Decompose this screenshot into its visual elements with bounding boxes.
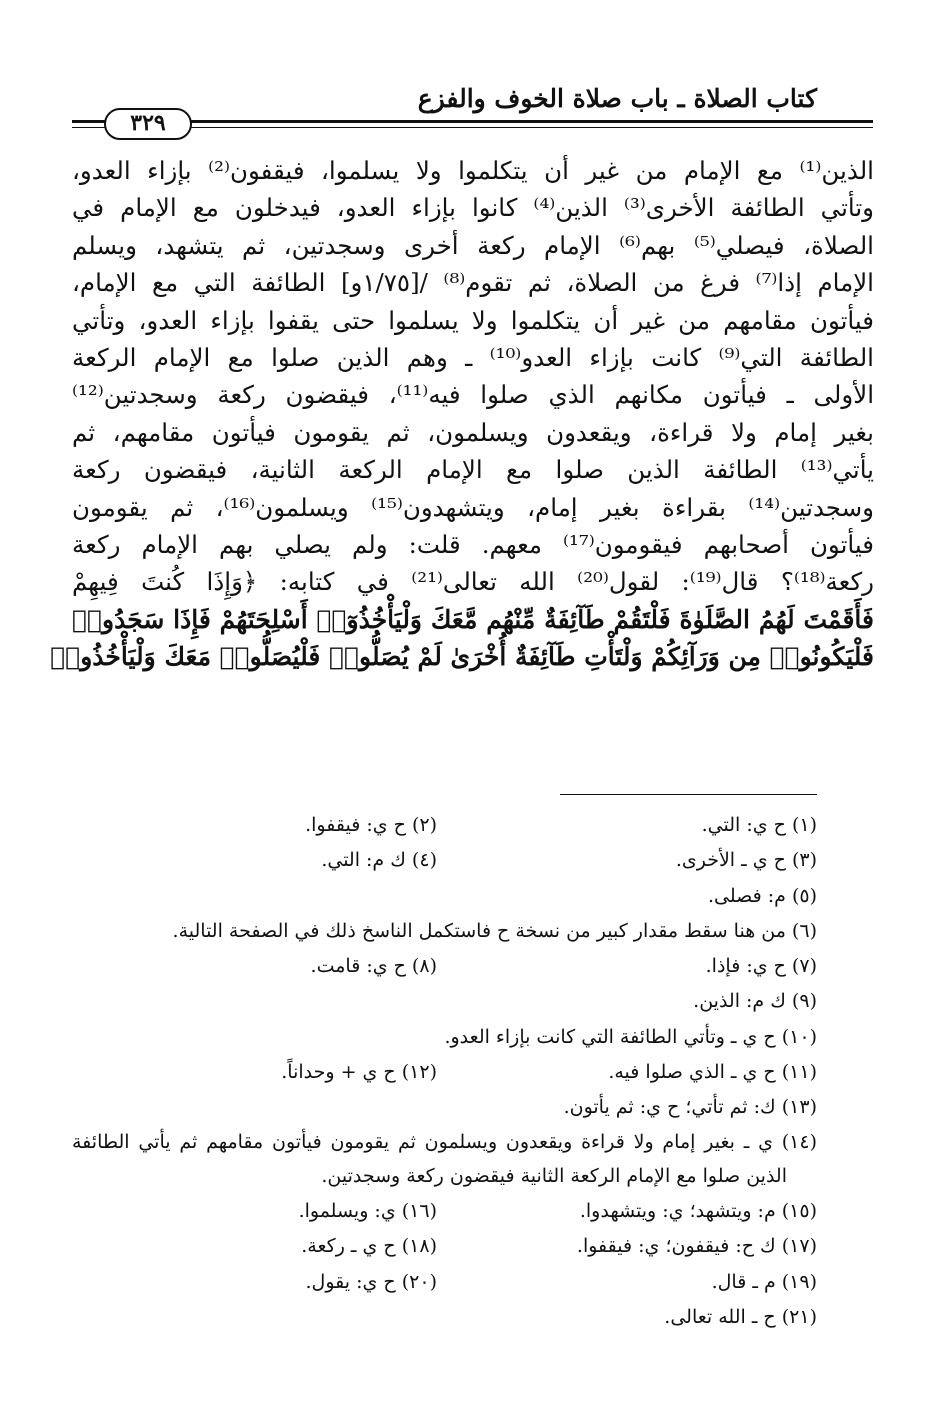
footnote-row <box>72 949 817 984</box>
footnote: (١٠) ح ي ـ وتأتي الطائفة التي كانت بإزاء العدو. <box>444 1025 817 1048</box>
footnote: (١٦) ي: ويسلموا. <box>298 1199 437 1222</box>
footnote: (٢) ح ي: فيقفوا. <box>305 814 437 836</box>
running-title: كتاب الصلاة ـ باب صلاة الخوف والفزع <box>417 84 817 113</box>
footnote: (٨) ح ي: قامت. <box>310 955 437 978</box>
main-text <box>50 152 875 675</box>
quran-verse <box>50 601 874 676</box>
quran-line: فَلْيَكُونُوا۟ مِن وَرَآئِكُمْ وَلْتَأْتِ طَآئِفَةٌ أُخْرَىٰ لَمْ يُصَلُّوا۟ فَلْيُصَلُّوا۟ مَعَكَ وَلْيَأْخُذُوا۟ <box>50 642 874 672</box>
footnote: (١١) ح ي ـ الذي صلوا فيه. <box>608 1061 817 1084</box>
text-line: الصلاة، فيصلي⁽⁵⁾ بهم⁽⁶⁾ الإمام ركعة أخرى وسجدتين، ثم يتشهد، ويسلم <box>72 230 874 260</box>
footnote-row: (١٤) ي ـ بغير إمام ولا قراءة ويقعدون ويسلمون ثم يقومون فيأتون مقامهم ثم يأتي الطائفة <box>72 1130 817 1153</box>
footnote: (٣) ح ي ـ الأخرى. <box>675 849 817 872</box>
footnote-row <box>72 1194 817 1229</box>
footnote: (١٢) ح ي + وحداناً. <box>281 1061 437 1084</box>
footnote: (٢١) ح ـ الله تعالى. <box>664 1305 817 1328</box>
text-line: الأولى ـ فيأتون مكانهم الذي صلوا فيه⁽¹¹⁾، فيقضون ركعة وسجدتين⁽¹²⁾ <box>72 380 875 410</box>
footnote: (١٨) ح ي ـ ركعة. <box>301 1235 437 1258</box>
footnote: (٢٠) ح ي: يقول. <box>305 1270 437 1293</box>
footnote-separator <box>560 794 817 795</box>
footnote-row <box>72 1300 817 1335</box>
text-line: الطائفة التي⁽⁹⁾ كانت بإزاء العدو⁽¹⁰⁾ ـ وهم الذين صلوا مع الإمام الركعة <box>72 342 874 372</box>
footnote: (٥) م: فصلى. <box>707 884 817 907</box>
footnote-row <box>72 1229 817 1264</box>
footnote-row <box>72 1020 817 1055</box>
text-line: فيأتون مقامهم من غير أن يتكلموا ولا يسلموا حتى يقفوا بإزاء العدو، وتأتي <box>72 305 874 335</box>
header-rule-thin <box>72 127 873 128</box>
footnote-row <box>72 1090 817 1125</box>
footnote-row <box>72 1265 817 1300</box>
footnotes <box>72 808 817 1335</box>
footnote: (١) ح ي: التي. <box>701 814 817 836</box>
text-line: ركعة⁽¹⁸⁾؟ قال⁽¹⁹⁾: لقول⁽²⁰⁾ الله تعالى⁽²¹⁾ في كتابه: ﴿وَإِذَا كُنتَ فِيهِمْ <box>72 567 874 597</box>
text-line: الذين⁽¹⁾ مع الإمام من غير أن يتكلموا ولا يسلموا، فيقفون⁽²⁾ بإزاء العدو، <box>72 156 874 185</box>
footnote-row <box>72 843 817 878</box>
footnote-row: الذين صلوا مع الإمام الركعة الثانية فيقضون ركعة وسجدتين. <box>321 1164 787 1187</box>
footnote-row <box>72 984 817 1019</box>
footnote: (٤) ك م: التي. <box>321 849 437 872</box>
footnote-row <box>72 914 817 949</box>
text-line: وسجدتين⁽¹⁴⁾ بقراءة بغير إمام، ويتشهدون⁽¹⁵⁾ ويسلمون⁽¹⁶⁾، ثم يقومون <box>72 492 874 522</box>
footnote: (١٩) م ـ قال. <box>711 1270 817 1293</box>
footnote: (٦) من هنا سقط مقدار كبير من نسخة ح فاستكمل الناسخ ذلك في الصفحة التالية. <box>172 919 817 942</box>
text-line: فيأتون أصحابهم فيقومون⁽¹⁷⁾ معهم. قلت: ولم يصلي بهم الإمام ركعة <box>72 529 874 559</box>
page-number-badge <box>104 108 192 138</box>
footnote: (٧) ح ي: فإذا. <box>705 955 817 978</box>
text-line: بغير إمام ولا قراءة، ويقعدون ويسلمون، ثم يقومون فيأتون مقامهم، ثم <box>72 417 874 447</box>
footnote: (١٣) ك: ثم تأتي؛ ح ي: ثم يأتون. <box>563 1096 817 1119</box>
quran-line: فَأَقَمْتَ لَهُمُ الصَّلَوٰةَ فَلْتَقُمْ طَآئِفَةٌ مِّنْهُم مَّعَكَ وَلْيَأْخُذُوٓا۟ أَسْلِحَتَهُمْ فَإِذَا سَجَدُوا۟ <box>72 604 874 634</box>
footnote: (١٧) ك ح: فيقفون؛ ي: فيقفوا. <box>576 1235 817 1258</box>
text-line: الإمام إذا⁽⁷⁾ فرغ من الصلاة، ثم تقوم⁽⁸⁾ /[١/٧٥و] الطائفة التي مع الإمام، <box>72 268 874 298</box>
footnote-row <box>72 1055 817 1090</box>
text-line: وتأتي الطائفة الأخرى⁽³⁾ الذين⁽⁴⁾ كانوا بإزاء العدو، فيدخلون مع الإمام في <box>72 193 875 223</box>
footnote: (١٥) م: ويتشهد؛ ي: ويتشهدوا. <box>579 1199 817 1222</box>
footnote-row <box>72 808 817 843</box>
text-line: يأتي⁽¹³⁾ الطائفة الذين صلوا مع الإمام الركعة الثانية، فيقضون ركعة <box>72 455 874 485</box>
main-text-lines <box>72 152 874 601</box>
header-rule <box>72 120 873 123</box>
footnote: (٩) ك م: الذين. <box>693 990 817 1013</box>
page-number: ٣٢٩ <box>130 110 166 136</box>
footnote-row <box>72 879 817 914</box>
